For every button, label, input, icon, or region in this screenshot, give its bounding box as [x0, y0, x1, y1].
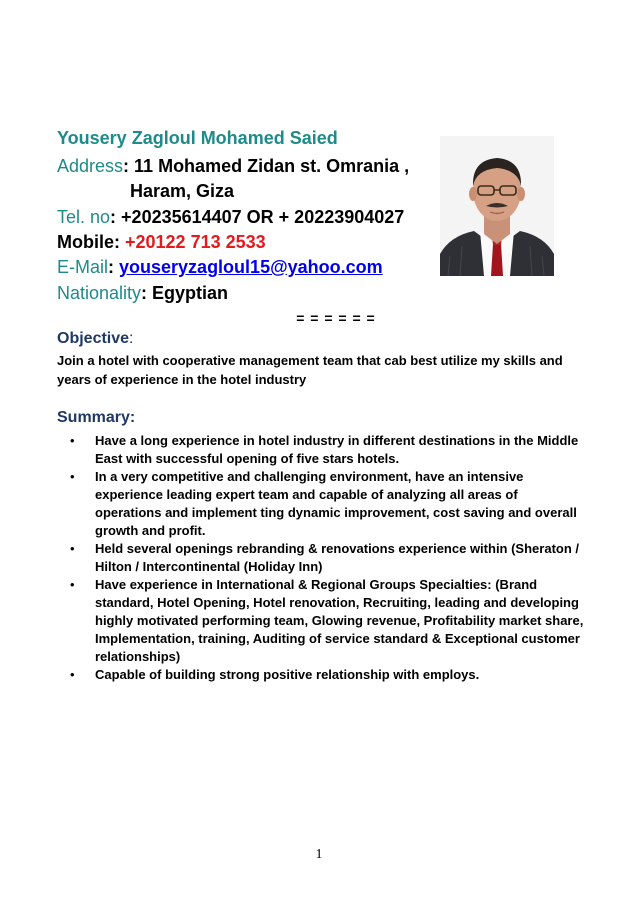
- summary-item: [57, 666, 587, 684]
- email-separator: :: [108, 257, 120, 277]
- address-line-2: Haram, Giza: [130, 181, 235, 201]
- summary-heading: Summary:: [57, 409, 136, 426]
- summary-item: [57, 576, 587, 666]
- tel-value: : +20235614407 OR + 20223904027: [110, 207, 405, 227]
- telephone-line: [57, 205, 404, 229]
- summary-item-text: In a very competitive and challenging environment, have an intensive experience leading expert team and capable of analyzing all areas of operations and implement ting dynamic improvement, cost saving and overall growth and profit.: [95, 469, 577, 538]
- summary-item-text: Have a long experience in hotel industry in different destinations in the Middle East with successful opening of five stars hotels.: [95, 433, 579, 466]
- bullet-icon: •: [70, 541, 75, 556]
- address-value: : 11 Mohamed Zidan st. Omrania ,: [123, 156, 410, 176]
- objective-heading-text: Objective: [57, 330, 130, 347]
- summary-item: [57, 468, 587, 540]
- bullet-icon: •: [70, 433, 75, 448]
- email-link[interactable]: youseryzagloul15@yahoo.com: [119, 257, 383, 277]
- objective-heading: [57, 330, 133, 348]
- nationality-label: Nationality: [57, 283, 142, 303]
- objective-text: Join a hotel with cooperative management team that cab best utilize my skills and years of experience in the hotel industry: [57, 353, 563, 387]
- summary-item-text: Held several openings rebranding & renovations experience within (Sheraton / Hilton / Intercontinental (Holiday Inn): [95, 541, 580, 574]
- nationality-value: : Egyptian: [141, 283, 229, 303]
- summary-item: [57, 432, 587, 468]
- email-line: [57, 255, 383, 279]
- nationality-line: [57, 281, 228, 305]
- mobile-label: Mobile:: [57, 232, 125, 252]
- bullet-icon: •: [70, 577, 75, 592]
- address-label: Address: [57, 156, 124, 176]
- profile-photo: [440, 136, 554, 276]
- tel-label: Tel. no: [57, 207, 111, 227]
- page-number: 1: [315, 847, 323, 862]
- summary-item: [57, 540, 587, 576]
- mobile-line: [57, 230, 266, 254]
- summary-item-text: Have experience in International & Regional Groups Specialties: (Brand standard, Hotel Opening, Hotel renovation, Recruiting, leading and developing highly motivated performing team, Glowing revenue, Profitability market share, Implementation, training, Auditing of service standard & Exceptional customer relationships): [95, 577, 584, 664]
- objective-heading-colon: :: [129, 330, 134, 347]
- section-divider: = = = = = =: [296, 310, 376, 326]
- bullet-icon: •: [70, 667, 75, 682]
- mobile-value: +20122 713 2533: [125, 232, 266, 252]
- address-line: [57, 154, 409, 178]
- summary-item-text: Capable of building strong positive relationship with employs.: [95, 667, 480, 682]
- summary-list: [57, 432, 587, 684]
- candidate-name: Yousery Zagloul Mohamed Saied: [57, 128, 338, 148]
- email-label: E-Mail: [57, 257, 109, 277]
- bullet-icon: •: [70, 469, 75, 484]
